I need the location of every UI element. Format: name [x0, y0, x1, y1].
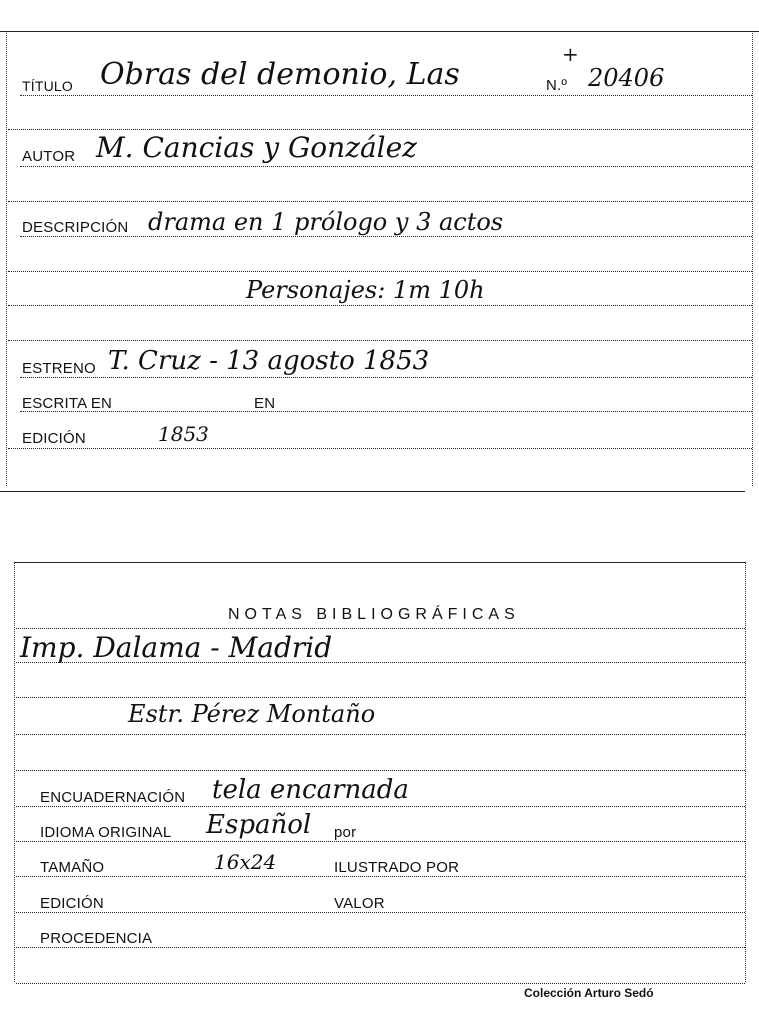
rule-line — [16, 876, 745, 877]
numero-mark: + — [562, 42, 579, 66]
catalog-card-back — [0, 562, 759, 1002]
edicion-label: EDICIÓN — [22, 430, 86, 447]
rule-line — [16, 912, 745, 913]
tamano-value: 16x24 — [214, 850, 277, 874]
por-label: por — [334, 824, 357, 841]
rule-line — [20, 95, 752, 96]
card-bottom-border — [0, 491, 745, 492]
card-top-border — [0, 31, 759, 32]
descripcion-extra: Personajes: 1m 10h — [246, 276, 485, 304]
rule-line — [8, 129, 752, 130]
numero-label: N.º — [546, 77, 568, 94]
rule-line — [8, 448, 752, 449]
descripcion-label: DESCRIPCIÓN — [22, 219, 129, 236]
estreno-value: T. Cruz - 13 agosto 1853 — [108, 346, 430, 376]
rule-line — [16, 628, 745, 629]
notas-heading: NOTAS BIBLIOGRÁFICAS — [228, 606, 520, 623]
rule-line — [8, 201, 752, 202]
idioma-value: Español — [206, 810, 312, 840]
numero-value: 20406 — [588, 64, 665, 92]
rule-line — [16, 734, 745, 735]
rule-line — [16, 983, 745, 984]
ilustrado-label: ILUSTRADO POR — [334, 859, 460, 876]
titulo-label: TÍTULO — [22, 78, 73, 94]
rule-line — [8, 305, 752, 306]
tamano-label: TAMAÑO — [40, 859, 105, 876]
escrita-en-en-label: EN — [254, 395, 276, 412]
estreno-label: ESTRENO — [22, 360, 96, 377]
rule-line — [8, 340, 752, 341]
encuadernacion-label: ENCUADERNACIÓN — [40, 789, 186, 806]
encuadernacion-value: tela encarnada — [212, 775, 409, 805]
autor-value: M. Cancias y González — [96, 131, 417, 164]
rule-line — [16, 770, 745, 771]
card-right-margin — [752, 31, 753, 486]
rule-line — [16, 841, 745, 842]
rule-line — [16, 697, 745, 698]
rule-line — [20, 236, 752, 237]
titulo-value: Obras del demonio, Las — [100, 57, 460, 92]
rule-line — [20, 377, 752, 378]
idioma-label: IDIOMA ORIGINAL — [40, 824, 172, 841]
rule-line — [20, 166, 752, 167]
edicion-value: 1853 — [158, 422, 209, 446]
note-line-1: Imp. Dalama - Madrid — [20, 631, 333, 664]
catalog-card-front — [0, 0, 759, 495]
card-left-margin — [14, 562, 15, 982]
autor-label: AUTOR — [22, 148, 76, 165]
edicion2-label: EDICIÓN — [40, 895, 104, 912]
rule-line — [16, 806, 745, 807]
rule-line — [8, 271, 752, 272]
valor-label: VALOR — [334, 895, 385, 912]
rule-line — [20, 411, 752, 412]
note-line-2: Estr. Pérez Montaño — [128, 700, 376, 728]
procedencia-label: PROCEDENCIA — [40, 930, 153, 947]
rule-line — [16, 947, 745, 948]
card-left-margin — [6, 31, 7, 486]
card-top-border — [14, 562, 745, 563]
collection-credit: Colección Arturo Sedó — [524, 986, 654, 1000]
card-right-margin — [745, 562, 746, 982]
escrita-en-label: ESCRITA EN — [22, 395, 113, 412]
descripcion-value: drama en 1 prólogo y 3 actos — [148, 208, 504, 236]
